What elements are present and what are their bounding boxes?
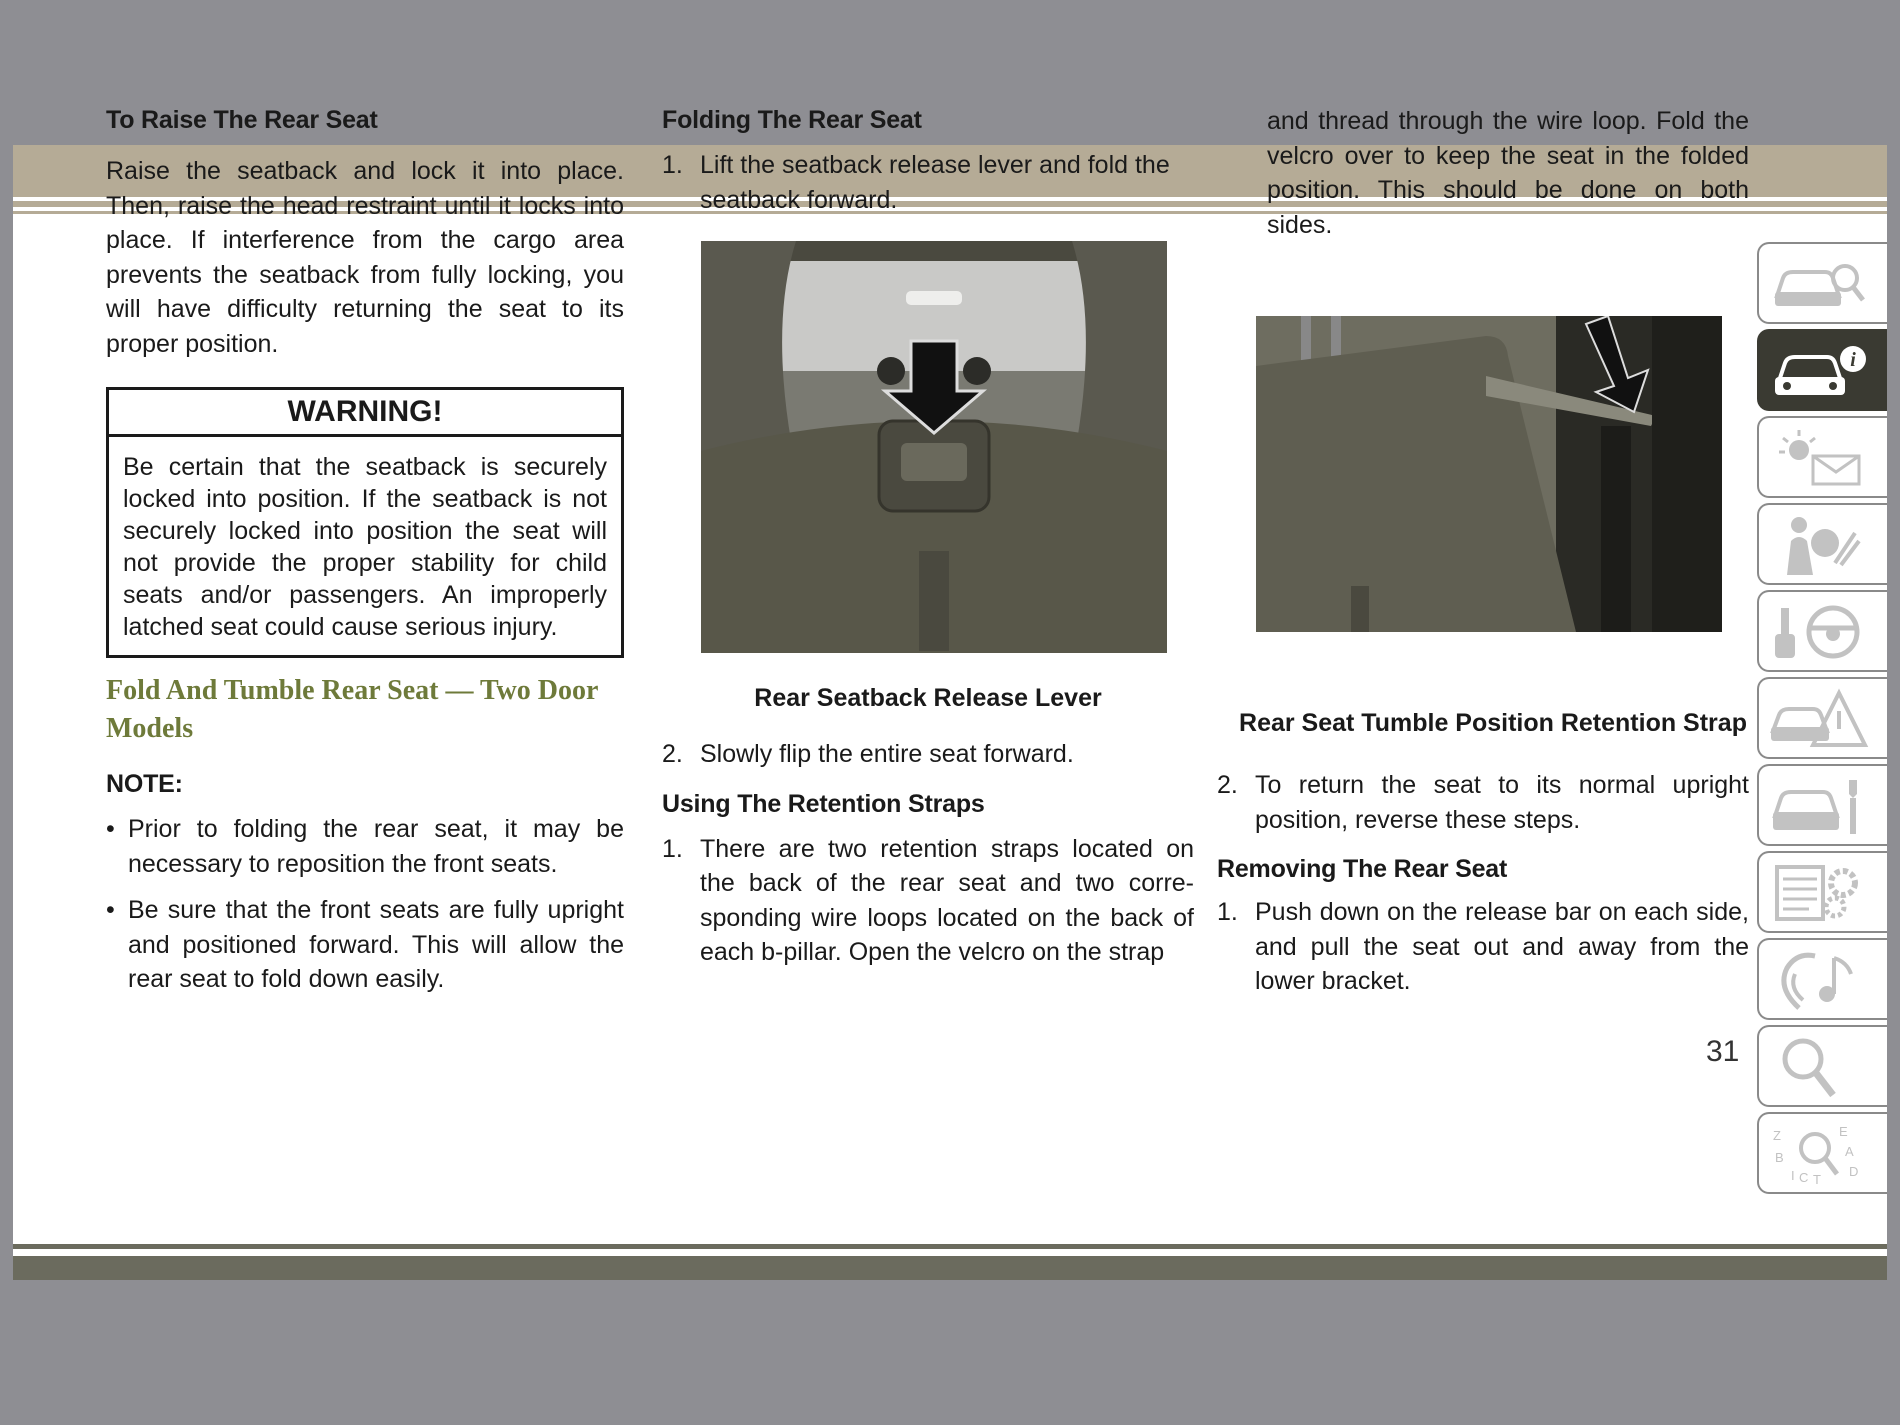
column-right	[1217, 104, 1749, 999]
tab-specifications[interactable]	[1757, 851, 1887, 933]
step-text: Lift the seatback release lever and fold the seatback forward.	[700, 151, 1170, 214]
raise-seat-heading: To Raise The Rear Seat	[106, 106, 378, 134]
warning-title: WARNING!	[109, 390, 621, 437]
list-item: • Prior to folding the rear seat, it may be necessary to reposition the front seats.	[106, 812, 624, 881]
tab-multimedia[interactable]	[1757, 938, 1887, 1020]
tab-servicing[interactable]	[1757, 764, 1887, 846]
svg-text:A: A	[1845, 1144, 1854, 1159]
fold-tumble-heading: Fold And Tumble Rear Seat — Two Door Models	[106, 675, 598, 744]
folding-heading: Folding The Rear Seat	[662, 106, 922, 134]
note-bullets	[106, 812, 624, 997]
svg-text:I: I	[1791, 1168, 1795, 1183]
retention-straps-heading: Using The Retention Straps	[662, 789, 985, 818]
note-label: NOTE:	[106, 770, 183, 798]
step-text: To return the seat to its normal upright position, reverse these steps.	[1255, 771, 1749, 834]
tab-car-info[interactable]	[1757, 329, 1887, 411]
chapter-tabs	[1757, 242, 1887, 1199]
svg-text:T: T	[1813, 1172, 1821, 1186]
release-lever-caption: Rear Seatback Release Lever	[754, 684, 1102, 712]
step-number: 2.	[662, 740, 683, 768]
list-item: • Be sure that the front seats are fully upright and positioned forward. This will allow the rear seat to fold down easily.	[106, 893, 624, 997]
tab-warning-lights[interactable]	[1757, 416, 1887, 498]
removing-heading: Removing The Rear Seat	[1217, 855, 1508, 883]
warning-box	[106, 387, 624, 658]
tab-starting-operating[interactable]	[1757, 590, 1887, 672]
warning-lights-message-icon	[1769, 426, 1869, 490]
column-middle	[662, 104, 1194, 970]
retention-strap-photo	[1256, 316, 1722, 632]
step-text: There are two retention straps located on the back of the rear seat and two corre-sponding wire loops located on the back of each b-pillar. Open the velcro on the strap	[700, 834, 1194, 966]
car-maintenance-icon	[1769, 774, 1869, 838]
starting-steering-icon	[1769, 600, 1869, 664]
continued-text: and thread through the wire loop. Fold the velcro over to keep the seat in the folded position. This should be done on both sides.	[1267, 107, 1749, 239]
tab-search[interactable]	[1757, 1025, 1887, 1107]
alphabetical-index-icon	[1769, 1122, 1869, 1186]
step-number: 2.	[1217, 771, 1238, 799]
svg-text:i: i	[1850, 349, 1856, 371]
tab-safety[interactable]	[1757, 503, 1887, 585]
seatback-release-photo	[701, 241, 1167, 653]
car-info-icon	[1769, 339, 1869, 403]
seatback-release-illustration	[701, 241, 1167, 653]
return-step-2	[1217, 768, 1749, 837]
svg-text:D: D	[1849, 1164, 1859, 1179]
step-number: 1.	[662, 834, 683, 863]
tab-car-search[interactable]	[1757, 242, 1887, 324]
folding-step-1	[662, 148, 1194, 217]
column-left	[106, 104, 624, 1009]
footer-band	[13, 1256, 1887, 1280]
retention-strap-caption: Rear Seat Tumble Position Retention Strap	[1239, 709, 1747, 737]
airbag-safety-icon	[1769, 513, 1869, 577]
warning-text: Be certain that the seatback is securely locked into position. If the seatback is not securely locked into position the seat will not provide the proper stability for child seats and/or passengers. An improperly latched seat could cause serious injury.	[123, 453, 607, 641]
straps-step-1	[662, 832, 1194, 970]
step-text: Slowly flip the entire seat forward.	[700, 740, 1074, 768]
svg-text:B: B	[1775, 1150, 1784, 1165]
svg-text:E: E	[1839, 1124, 1848, 1139]
step-number: 1.	[662, 151, 683, 179]
svg-text:Z: Z	[1773, 1128, 1781, 1143]
svg-text:C: C	[1799, 1170, 1809, 1185]
folding-step-2	[662, 737, 1194, 772]
search-index-icon	[1769, 1035, 1869, 1099]
road-emergency-icon	[1769, 687, 1869, 751]
specifications-gear-icon	[1769, 861, 1869, 925]
step-text: Push down on the release bar on each side, and pull the seat out and away from the lower bracket.	[1255, 898, 1749, 995]
retention-strap-illustration	[1256, 316, 1722, 632]
multimedia-icon	[1769, 948, 1869, 1012]
tab-emergency[interactable]	[1757, 677, 1887, 759]
tab-index[interactable]	[1757, 1112, 1887, 1194]
page-number: 31	[1706, 1035, 1740, 1068]
removing-step-1	[1217, 895, 1749, 999]
step-number: 1.	[1217, 898, 1238, 926]
footer-rule	[13, 1244, 1887, 1249]
raise-seat-text: Raise the seatback and lock it into place. Then, raise the head restraint until it locks into place. If interference from the cargo area prevents the seatback from fully locking, you will have difficulty returning the seat to its proper position.	[106, 157, 624, 358]
car-search-icon	[1769, 252, 1869, 316]
